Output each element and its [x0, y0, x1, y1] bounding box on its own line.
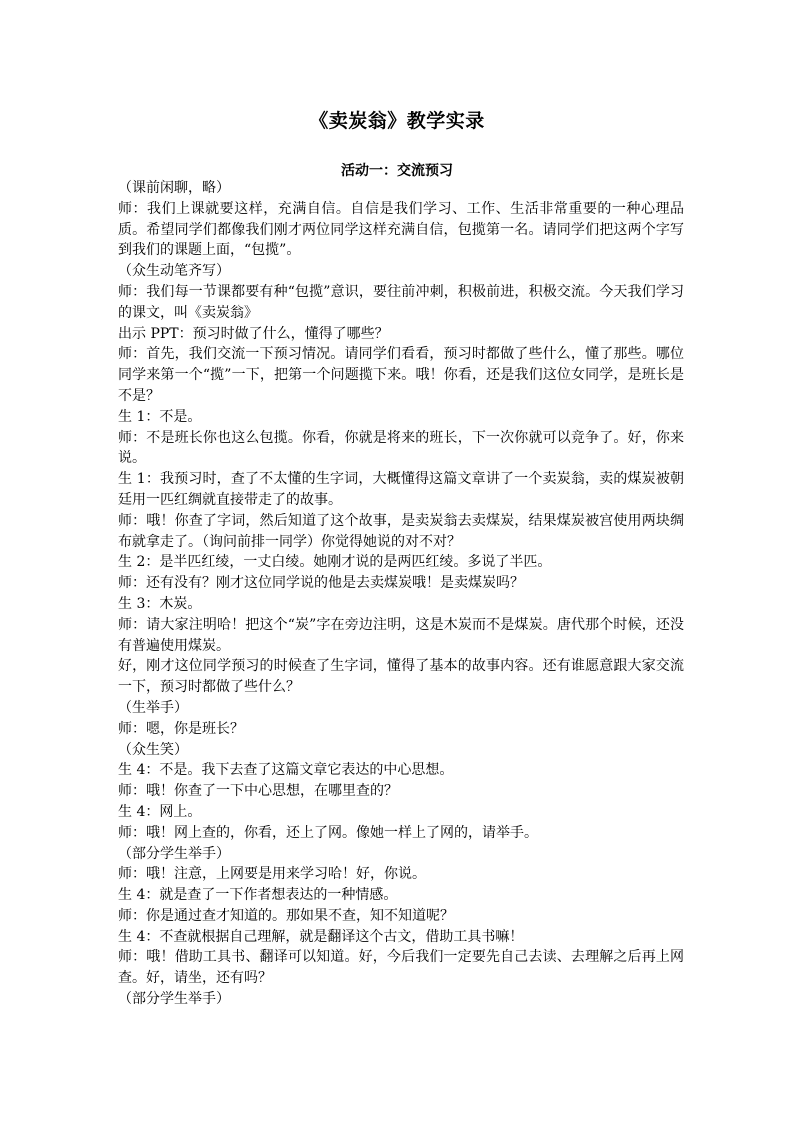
paragraph: 生 3：木炭。: [118, 595, 202, 612]
paragraph: 师：我们每一节课都要有种“包揽”意识，要往前冲刺，积极前进，积极交流。今天我们学习的课文，叫《卖炭翁》: [118, 283, 684, 321]
paragraph: 师：嗯，你是班长？: [118, 720, 244, 737]
section-title: 活动一：交流预习: [341, 163, 453, 179]
paragraph: 师：首先，我们交流一下预习情况。请同学们看看，预习时都做了些什么，懂了那些。哪位同学来第一个“揽”一下，把第一个问题揽下来。哦！你看，还是我们这位女同学，是班长是不是？: [118, 346, 684, 404]
paragraph: 生 4：网上。: [118, 803, 202, 820]
document-body: [118, 178, 684, 1010]
paragraph: 生 1：不是。: [118, 408, 202, 425]
paragraph: 出示 PPT：预习时做了什么，懂得了哪些？: [118, 325, 389, 342]
paragraph: 师：哦！注意，上网要是用来学习哈！好，你说。: [118, 866, 426, 883]
paragraph: （众生动笔齐写）: [118, 263, 230, 280]
paragraph: 师：哦！借助工具书、翻译可以知道。好，今后我们一定要先自己去读、去理解之后再上网查。好，请坐，还有吗？: [118, 949, 684, 987]
paragraph: （部分学生举手）: [118, 991, 230, 1008]
paragraph: 师：哦！网上查的，你看，还上了网。像她一样上了网的，请举手。: [118, 824, 538, 841]
paragraph: 生 4：不查就根据自己理解，就是翻译这个古文，借助工具书嘛！: [118, 928, 524, 945]
paragraph: （生举手）: [118, 699, 188, 716]
paragraph: 生 4：不是。我下去查了这篇文章它表达的中心思想。: [118, 762, 454, 779]
paragraph: 生 2：是半匹红绫，一丈白绫。她刚才说的是两匹红绫。多说了半匹。: [118, 554, 552, 571]
document-title: 《卖炭翁》教学实录: [309, 110, 485, 132]
paragraph: 师：哦！你查了一下中心思想，在哪里查的？: [118, 783, 398, 800]
paragraph: 生 1：我预习时，查了不太懂的生字词，大概懂得这篇文章讲了一个卖炭翁，卖的煤炭被朝廷用一匹红绸就直接带走了的故事。: [118, 471, 684, 508]
paragraph: （课前闲聊，略）: [118, 180, 230, 196]
paragraph: 好，刚才这位同学预习的时候查了生字词，懂得了基本的故事内容。还有谁愿意跟大家交流一下，预习时都做了些什么？: [118, 658, 684, 696]
paragraph: 师：请大家注明哈！把这个“炭”字在旁边注明，这是木炭而不是煤炭。唐代那个时候，还没有普遍使用煤炭。: [118, 616, 684, 654]
paragraph: （众生笑）: [118, 741, 188, 758]
paragraph: 师：还有没有？刚才这位同学说的他是去卖煤炭哦！是卖煤炭吗？: [118, 575, 524, 592]
paragraph: （部分学生举手）: [118, 845, 230, 862]
paragraph: 师：不是班长你也这么包揽。你看，你就是将来的班长，下一次你就可以竞争了。好，你来说。: [118, 429, 684, 467]
paragraph: 师：哦！你查了字词，然后知道了这个故事，是卖炭翁去卖煤炭，结果煤炭被宫使用两块绸布就拿走了。（询问前排一同学）你觉得她说的对不对？: [118, 512, 684, 550]
paragraph: 师：你是通过查才知道的。那如果不查，知不知道呢？: [118, 907, 454, 924]
paragraph: 师：我们上课就要这样，充满自信。自信是我们学习、工作、生活非常重要的一种心理品质。希望同学们都像我们刚才两位同学这样充满自信，包揽第一名。请同学们把这两个字写到我们的课题上面，“包揽”。: [118, 200, 684, 259]
paragraph: 生 4：就是查了一下作者想表达的一种情感。: [118, 887, 398, 904]
